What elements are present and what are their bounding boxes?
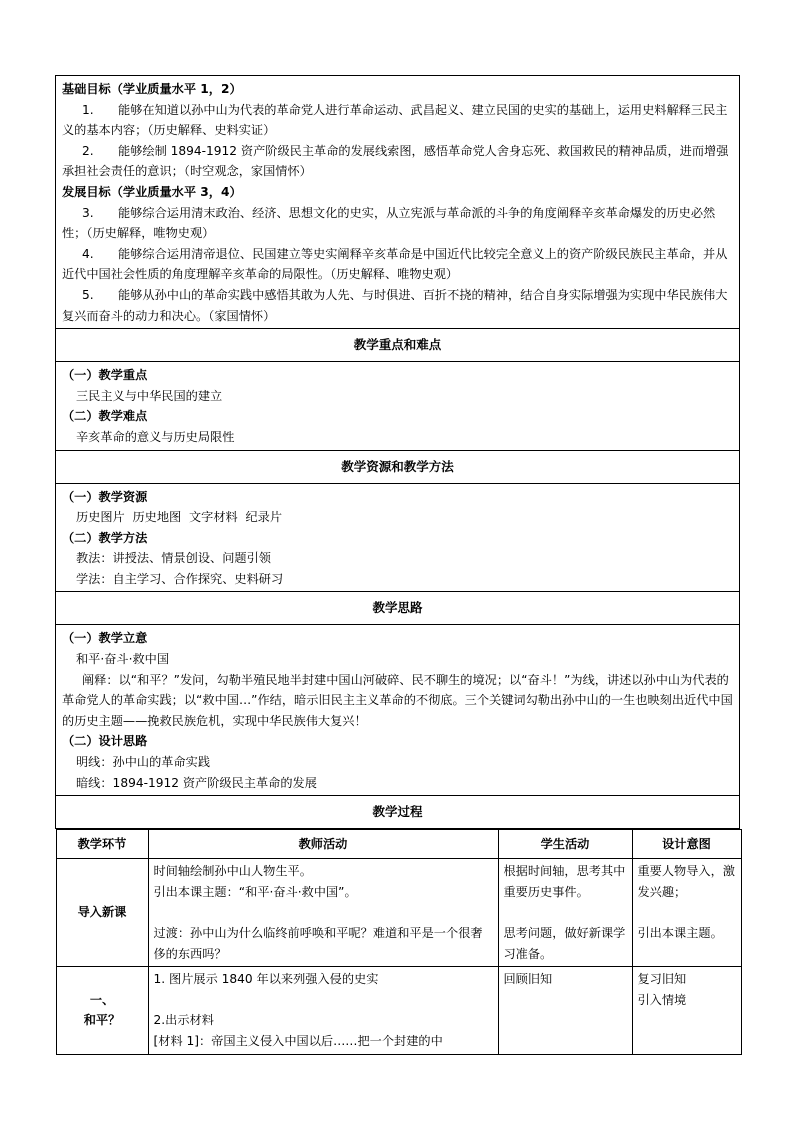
stage-number: 一、 — [89, 992, 115, 1007]
intent-line: 引出本课主题。 — [637, 926, 723, 940]
section-title-resources: 教学资源和教学方法 — [56, 450, 740, 483]
resources-cell — [56, 484, 739, 592]
student-activity-peace — [499, 967, 632, 992]
intent-line: 引入情境 — [637, 992, 687, 1007]
stage-name: 和平？ — [83, 1013, 121, 1028]
learn-method: 学法：自主学习、合作探究、史料研习 — [76, 571, 284, 586]
difficulty-title: （二）教学难点 — [62, 409, 148, 424]
teach-method: 教法：讲授法、情景创设、问题引领 — [76, 551, 271, 566]
stage-intro: 导入新课 — [56, 859, 148, 967]
objectives-cell — [56, 76, 739, 328]
purpose-text: 阐释：以“和平？”发问，勾勒半殖民地半封建中国山河破碎、民不聊生的境况；以“奋斗！”为线，讲述以孙中山为代表的革命党人的革命实践；以“救中国…”作结，暗示旧民主主义革命的不彻底。三个关键词勾勒出孙中山的一生也映刻出近代中国的历史主题——挽救民族危机，实现中华民族伟大复兴！ — [62, 672, 733, 728]
methods-title: （二）教学方法 — [62, 530, 148, 545]
objective-item: 3. 能够综合运用清末政治、经济、思想文化的史实，从立宪派与革命派的斗争的角度阐释辛亥革命爆发的历史必然性；（历史解释，唯物史观） — [62, 205, 716, 241]
stage-peace — [56, 967, 148, 1054]
develop-objectives-title: 发展目标（学业质量水平 3，4） — [62, 184, 242, 199]
teacher-line: 1. 图片展示 1840 年以来列强入侵的史实 — [153, 972, 379, 987]
focus-text: 三民主义与中华民国的建立 — [76, 388, 223, 403]
objective-item: 5. 能够从孙中山的革命实践中感悟其敢为人先、与时俱进、百折不挠的精神，结合自身实际增强为实现中华民族伟大复兴而奋斗的动力和决心。（家国情怀） — [62, 287, 728, 323]
lesson-plan-table — [55, 75, 740, 1055]
resources-title: （一）教学资源 — [62, 489, 148, 504]
student-line: 回顾旧知 — [503, 972, 553, 987]
header-teacher: 教师活动 — [148, 830, 498, 859]
purpose-title: （一）教学立意 — [62, 631, 148, 646]
student-line: 根据时间轴，思考其中重要历史事件。 — [503, 864, 626, 899]
ideas-cell — [56, 625, 739, 795]
difficulty-text: 辛亥革命的意义与历史局限性 — [76, 429, 235, 444]
teacher-activity-peace — [149, 967, 498, 1053]
purpose-theme: 和平·奋斗·救中国 — [76, 652, 170, 667]
resources-text: 历史图片 历史地图 文字材料 纪录片 — [76, 510, 283, 525]
section-title-process: 教学过程 — [56, 796, 740, 829]
focus-title: （一）教学重点 — [62, 368, 148, 383]
section-title-key-points: 教学重点和难点 — [56, 329, 740, 362]
header-stage: 教学环节 — [56, 830, 148, 859]
intent-line: 复习旧知 — [637, 972, 687, 987]
lesson-plan-page — [55, 75, 740, 1055]
student-activity-intro — [499, 859, 632, 966]
teacher-line: [材料 1]：帝国主义侵入中国以后……把一个封建的中 — [153, 1033, 443, 1048]
objective-item: 4. 能够综合运用清帝退位、民国建立等史实阐释辛亥革命是中国近代比较完全意义上的资产阶级民族民主革命，并从近代中国社会性质的角度理解辛亥革命的局限性。（历史解释、唯物史观） — [62, 246, 728, 282]
teacher-line: 时间轴绘制孙中山人物生平。 — [153, 864, 312, 879]
teacher-activity-intro — [149, 859, 498, 966]
intent-line: 重要人物导入，激发兴趣； — [637, 864, 735, 899]
key-points-cell — [56, 362, 739, 449]
objective-item: 1. 能够在知道以孙中山为代表的革命党人进行革命运动、武昌起义、建立民国的史实的基础上，运用史料解释三民主义的基本内容；（历史解释、史料实证） — [62, 102, 728, 138]
clear-line: 明线：孙中山的革命实践 — [76, 755, 211, 770]
header-student: 学生活动 — [498, 830, 632, 859]
basic-objectives-title: 基础目标（学业质量水平 1，2） — [62, 82, 242, 96]
design-title: （二）设计思路 — [62, 734, 148, 749]
section-title-ideas: 教学思路 — [56, 592, 740, 625]
intent-intro — [633, 859, 741, 945]
intent-peace — [633, 967, 741, 1012]
teacher-line: 过渡：孙中山为什么临终前呼唤和平呢？难道和平是一个很奢侈的东西吗？ — [153, 926, 483, 961]
teacher-line: 2.出示材料 — [153, 1013, 214, 1028]
process-table — [56, 829, 742, 1054]
header-intent: 设计意图 — [632, 830, 741, 859]
teacher-line: 引出本课主题：“和平·奋斗·救中国”。 — [153, 884, 357, 899]
student-line: 思考问题，做好新课学习准备。 — [503, 926, 626, 961]
objective-item: 2. 能够绘制 1894-1912 资产阶级民主革命的发展线索图，感悟革命党人舍身忘死、救国救民的精神品质，进而增强承担社会责任的意识；（时空观念，家国情怀） — [62, 143, 729, 179]
hidden-line: 暗线：1894-1912 资产阶级民主革命的发展 — [76, 775, 317, 790]
